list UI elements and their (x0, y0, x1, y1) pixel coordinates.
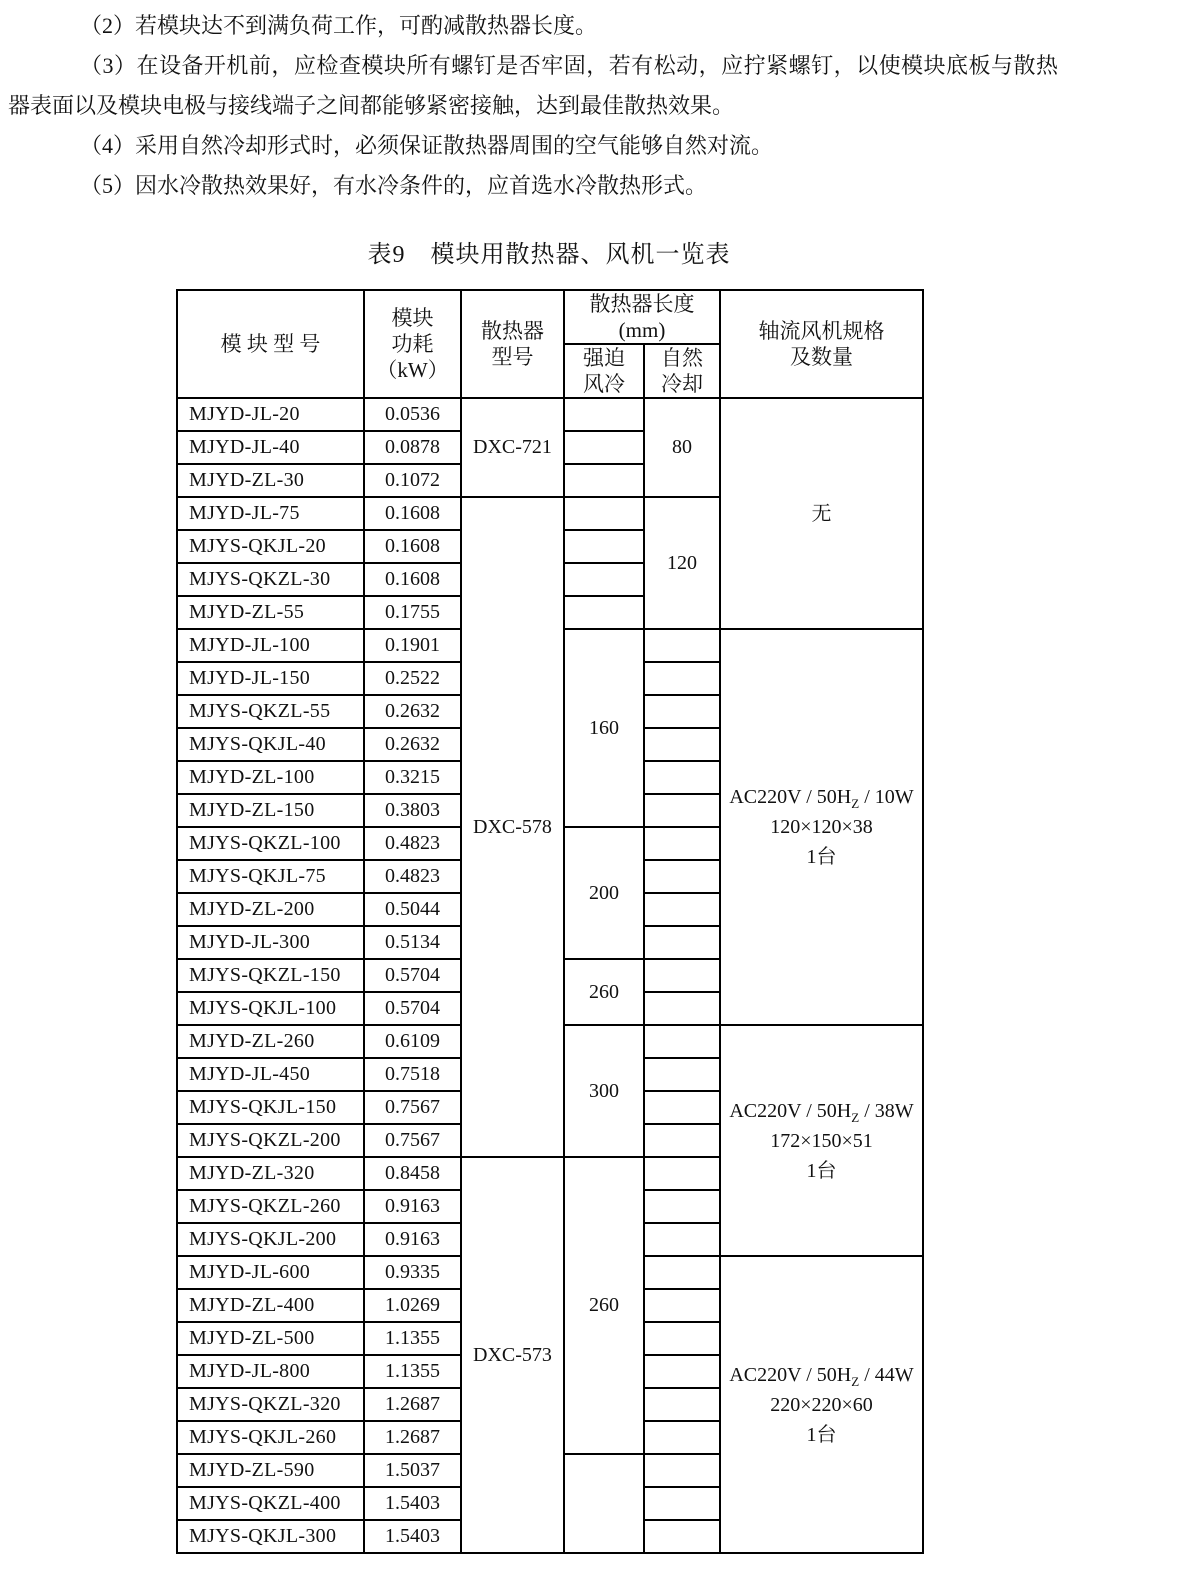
module-model-cell: MJYD-JL-300 (177, 926, 364, 959)
notes-paragraphs (8, 6, 1058, 206)
fan-voltage-line (721, 782, 922, 812)
module-model-cell: MJYS-QKZL-320 (177, 1388, 364, 1421)
header-power-line3: （kW） (376, 358, 449, 382)
header-heatsink-length (564, 290, 720, 344)
header-length-line1: 散热器长度 (589, 292, 695, 316)
header-heatsink-line2: 型号 (491, 345, 534, 369)
header-power-line2: 功耗 (391, 332, 434, 356)
module-power-cell: 0.7518 (364, 1058, 461, 1091)
module-model-cell: MJYD-ZL-100 (177, 761, 364, 794)
forced-air-length-cell: 200 (564, 827, 644, 959)
table-title: 表9 模块用散热器、风机一览表 (367, 242, 731, 268)
natural-cooling-length-cell (644, 1487, 720, 1520)
module-power-cell: 0.1608 (364, 530, 461, 563)
natural-cooling-length-cell (644, 1058, 720, 1091)
fan-spec-cell (720, 629, 923, 1025)
natural-cooling-length-cell (644, 860, 720, 893)
natural-cooling-length-cell (644, 1454, 720, 1487)
natural-cooling-length-cell (644, 1388, 720, 1421)
natural-cooling-length-cell (644, 893, 720, 926)
natural-cooling-length-cell (644, 728, 720, 761)
natural-cooling-length-cell (644, 1322, 720, 1355)
header-length-line2: (mm) (618, 318, 666, 342)
module-model-cell: MJYS-QKZL-30 (177, 563, 364, 596)
natural-cooling-length-cell (644, 992, 720, 1025)
module-power-cell: 0.9163 (364, 1190, 461, 1223)
natural-cooling-length-cell (644, 1124, 720, 1157)
heatsink-model-cell: DXC-578 (461, 497, 564, 1157)
module-model-cell: MJYD-ZL-400 (177, 1289, 364, 1322)
fan-hz-subscript: Z (851, 1373, 860, 1389)
natural-cooling-length-cell (644, 794, 720, 827)
module-model-cell: MJYS-QKJL-40 (177, 728, 364, 761)
natural-cooling-length-cell (644, 1421, 720, 1454)
natural-cooling-length-cell (644, 1256, 720, 1289)
module-model-cell: MJYD-ZL-260 (177, 1025, 364, 1058)
module-power-cell: 1.5037 (364, 1454, 461, 1487)
paragraph-note-5: （5）因水冷散热效果好，有水冷条件的，应首选水冷散热形式。 (80, 173, 708, 198)
module-power-cell: 1.2687 (364, 1388, 461, 1421)
header-forced-line2: 风冷 (583, 372, 625, 396)
module-model-cell: MJYD-JL-20 (177, 398, 364, 431)
heatsink-model-cell: DXC-573 (461, 1157, 564, 1553)
fan-voltage-line (721, 1360, 922, 1390)
module-model-cell: MJYD-ZL-590 (177, 1454, 364, 1487)
module-model-cell: MJYS-QKJL-300 (177, 1520, 364, 1553)
module-model-cell: MJYS-QKZL-100 (177, 827, 364, 860)
natural-cooling-length-cell (644, 761, 720, 794)
natural-cooling-length-cell (644, 1190, 720, 1223)
fan-hz-subscript: Z (851, 796, 860, 811)
header-module-power (364, 290, 461, 398)
natural-cooling-length-cell (644, 1355, 720, 1388)
module-model-cell: MJYD-ZL-200 (177, 893, 364, 926)
module-model-cell: MJYD-JL-800 (177, 1355, 364, 1388)
module-power-cell: 0.2632 (364, 728, 461, 761)
module-model-cell: MJYS-QKJL-200 (177, 1223, 364, 1256)
module-power-cell: 1.2687 (364, 1421, 461, 1454)
fan-quantity-line: 1台 (806, 1159, 837, 1182)
fan-dimensions-line: 120×120×38 (770, 816, 873, 838)
header-fan-line2: 及数量 (790, 345, 853, 369)
natural-cooling-length-cell (644, 1289, 720, 1322)
module-power-cell: 0.4823 (364, 827, 461, 860)
module-power-cell: 1.5403 (364, 1487, 461, 1520)
natural-cooling-length-cell (644, 1025, 720, 1058)
module-power-cell: 0.7567 (364, 1091, 461, 1124)
module-power-cell: 1.1355 (364, 1322, 461, 1355)
header-natural-cooling (644, 344, 720, 398)
module-power-cell: 0.3803 (364, 794, 461, 827)
module-power-cell: 0.2632 (364, 695, 461, 728)
module-power-cell: 1.5403 (364, 1520, 461, 1553)
module-power-cell: 0.0878 (364, 431, 461, 464)
module-model-cell: MJYS-QKJL-150 (177, 1091, 364, 1124)
module-model-cell: MJYD-JL-600 (177, 1256, 364, 1289)
paragraph-note-3: （3）在设备开机前，应检查模块所有螺钉是否牢固，若有松动，应拧紧螺钉，以使模块底板与散热器表面以及模块电极与接线端子之间都能够紧密接触，达到最佳散热效果。 (8, 53, 1058, 118)
module-power-cell: 1.0269 (364, 1289, 461, 1322)
module-power-cell: 0.1608 (364, 497, 461, 530)
fan-voltage-pre: AC220V / 50H (729, 1099, 852, 1122)
header-power-line1: 模块 (391, 306, 434, 330)
module-power-cell: 0.9335 (364, 1256, 461, 1289)
module-model-cell: MJYD-ZL-30 (177, 464, 364, 497)
natural-cooling-length-cell (644, 662, 720, 695)
fan-quantity-line: 1台 (806, 846, 837, 868)
natural-cooling-length-cell (644, 1520, 720, 1553)
header-heatsink-line1: 散热器 (481, 319, 544, 343)
module-model-cell: MJYS-QKJL-100 (177, 992, 364, 1025)
table-header (177, 290, 923, 398)
natural-cooling-length-cell (644, 959, 720, 992)
forced-air-length-cell (564, 431, 644, 464)
module-power-cell: 0.5704 (364, 992, 461, 1025)
module-model-cell: MJYD-JL-40 (177, 431, 364, 464)
natural-cooling-length-cell (644, 1223, 720, 1256)
header-heatsink-model (461, 290, 564, 398)
natural-cooling-length-cell (644, 629, 720, 662)
module-model-cell: MJYS-QKJL-20 (177, 530, 364, 563)
header-forced-air (564, 344, 644, 398)
module-power-cell: 0.1755 (364, 596, 461, 629)
fan-spec-cell (720, 1256, 923, 1553)
forced-air-length-cell: 300 (564, 1025, 644, 1157)
header-natural-line2: 冷却 (661, 372, 703, 396)
fan-voltage-line (721, 1096, 922, 1126)
module-model-cell: MJYD-ZL-150 (177, 794, 364, 827)
forced-air-length-cell (564, 1454, 644, 1553)
module-power-cell: 0.0536 (364, 398, 461, 431)
module-model-cell: MJYD-JL-100 (177, 629, 364, 662)
natural-cooling-length-cell (644, 827, 720, 860)
heatsink-model-cell: DXC-721 (461, 398, 564, 497)
module-power-cell: 0.1608 (364, 563, 461, 596)
module-model-cell: MJYD-ZL-55 (177, 596, 364, 629)
forced-air-length-cell: 260 (564, 959, 644, 1025)
paragraph-note-2: （2）若模块达不到满负荷工作，可酌减散热器长度。 (80, 13, 598, 38)
module-model-cell: MJYD-JL-450 (177, 1058, 364, 1091)
module-power-cell: 0.5134 (364, 926, 461, 959)
natural-cooling-length-cell (644, 695, 720, 728)
module-power-cell: 0.7567 (364, 1124, 461, 1157)
fan-quantity-line: 1台 (806, 1423, 837, 1446)
module-model-cell: MJYS-QKZL-260 (177, 1190, 364, 1223)
module-model-cell: MJYS-QKZL-150 (177, 959, 364, 992)
header-forced-line1: 强迫 (583, 346, 625, 370)
module-model-cell: MJYD-JL-150 (177, 662, 364, 695)
module-power-cell: 0.5704 (364, 959, 461, 992)
header-fan-line1: 轴流风机规格 (758, 319, 885, 343)
forced-air-length-cell (564, 596, 644, 629)
fan-hz-subscript: Z (851, 1109, 860, 1125)
module-power-cell: 0.2522 (364, 662, 461, 695)
header-natural-line1: 自然 (661, 346, 703, 370)
natural-cooling-length-cell (644, 1091, 720, 1124)
fan-spec-cell (720, 1025, 923, 1256)
module-power-cell: 0.3215 (364, 761, 461, 794)
fan-voltage-post: / 10W (859, 786, 914, 808)
forced-air-length-cell (564, 497, 644, 530)
header-axial-fan (720, 290, 923, 398)
module-power-cell: 1.1355 (364, 1355, 461, 1388)
fan-voltage-post: / 38W (859, 1099, 914, 1122)
module-power-cell: 0.4823 (364, 860, 461, 893)
module-model-cell: MJYD-ZL-500 (177, 1322, 364, 1355)
module-model-cell: MJYS-QKJL-75 (177, 860, 364, 893)
fan-dimensions-line: 220×220×60 (770, 1393, 873, 1416)
forced-air-length-cell (564, 530, 644, 563)
forced-air-length-cell (564, 464, 644, 497)
header-module-model: 模 块 型 号 (177, 290, 364, 398)
forced-air-length-cell (564, 398, 644, 431)
module-model-cell: MJYS-QKZL-200 (177, 1124, 364, 1157)
module-power-cell: 0.1901 (364, 629, 461, 662)
module-model-cell: MJYS-QKZL-400 (177, 1487, 364, 1520)
module-power-cell: 0.8458 (364, 1157, 461, 1190)
natural-cooling-length-cell (644, 1157, 720, 1190)
natural-cooling-length-cell (644, 926, 720, 959)
module-power-cell: 0.9163 (364, 1223, 461, 1256)
forced-air-length-cell: 160 (564, 629, 644, 827)
fan-voltage-pre: AC220V / 50H (729, 786, 852, 808)
forced-air-length-cell: 260 (564, 1157, 644, 1454)
fan-voltage-pre: AC220V / 50H (729, 1363, 852, 1386)
module-power-cell: 0.6109 (364, 1025, 461, 1058)
module-model-cell: MJYD-ZL-320 (177, 1157, 364, 1190)
table-row (177, 398, 923, 431)
module-model-cell: MJYD-JL-75 (177, 497, 364, 530)
heatsink-fan-table (176, 289, 924, 1554)
module-power-cell: 0.5044 (364, 893, 461, 926)
fan-voltage-post: / 44W (859, 1363, 914, 1386)
paragraph-note-4: （4）采用自然冷却形式时，必须保证散热器周围的空气能够自然对流。 (80, 133, 774, 158)
forced-air-length-cell (564, 563, 644, 596)
module-model-cell: MJYS-QKZL-55 (177, 695, 364, 728)
natural-cooling-length-cell: 120 (644, 497, 720, 629)
module-model-cell: MJYS-QKJL-260 (177, 1421, 364, 1454)
fan-spec-cell: 无 (720, 398, 923, 629)
natural-cooling-length-cell: 80 (644, 398, 720, 497)
table-body (177, 398, 923, 1553)
module-power-cell: 0.1072 (364, 464, 461, 497)
fan-dimensions-line: 172×150×51 (770, 1129, 873, 1152)
